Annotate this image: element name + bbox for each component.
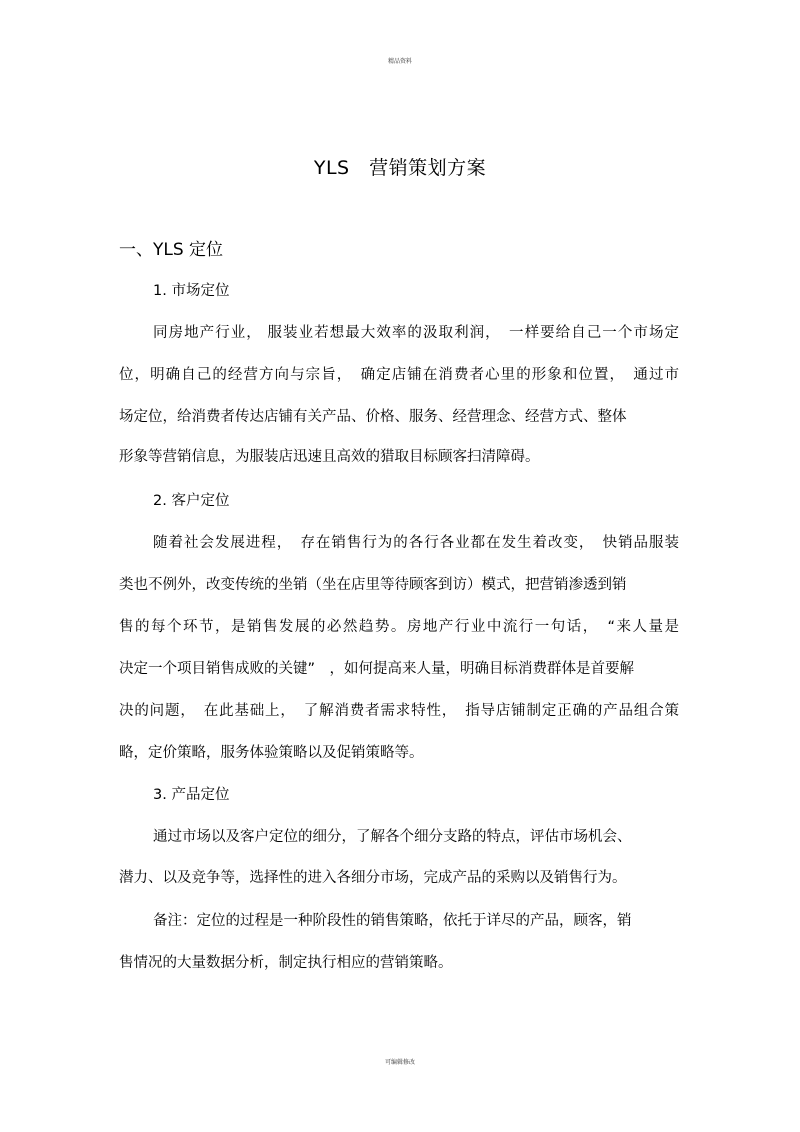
note-line: 售情况的大量数据分析，制定执行相应的营销策略。 [119,955,453,971]
note-line: 备注：定位的过程是一种阶段性的销售策略，依托于详尽的产品，顾客，销 [153,913,632,929]
paragraph-line: 决的问题， 在此基础上， 了解消费者需求特性， 指导店铺制定正确的产品组合策 [119,703,679,719]
subsection-heading-market: 1. 市场定位 [153,283,230,299]
paragraph-line: 决定一个项目销售成败的关键” ，如何提高来人量，明确目标消费群体是首要解 [119,661,635,677]
paragraph-line: 形象等营销信息，为服装店迅速且高效的猎取目标顾客扫清障碍。 [119,449,540,465]
paragraph-line: 随着社会发展进程， 存在销售行为的各行各业都在发生着改变， 快销品服装 [153,535,679,551]
paragraph-line: 售的每个环节，是销售发展的必然趋势。房地产行业中流行一句话， “来人量是 [119,619,679,635]
document-title: YLS 营销策划方案 [313,157,487,179]
paragraph-line: 同房地产行业， 服装业若想最大效率的汲取利润， 一样要给自己一个市场定 [153,325,679,341]
paragraph-line: 位，明确自己的经营方向与宗旨， 确定店铺在消费者心里的形象和位置， 通过市 [119,367,679,383]
paragraph-line: 场定位，给消费者传达店铺有关产品、价格、服务、经营理念、经营方式、整体 [119,409,627,425]
paragraph-line: 略，定价策略，服务体验策略以及促销策略等。 [119,745,424,761]
subsection-heading-customer: 2. 客户定位 [153,493,230,509]
paragraph-line: 类也不例外，改变传统的坐销（坐在店里等待顾客到访）模式，把营销渗透到销 [119,577,627,593]
section-heading: 一、YLS 定位 [119,240,224,260]
paragraph-line: 潜力、以及竞争等，选择性的进入各细分市场，完成产品的采购以及销售行为。 [119,870,627,886]
paragraph-line: 通过市场以及客户定位的细分，了解各个细分支路的特点，评估市场机会、 [153,829,632,845]
page-footer: 可编辑修改 [384,1059,415,1066]
subsection-heading-product: 3. 产品定位 [153,787,230,803]
page-header: 精品资料 [387,58,412,65]
